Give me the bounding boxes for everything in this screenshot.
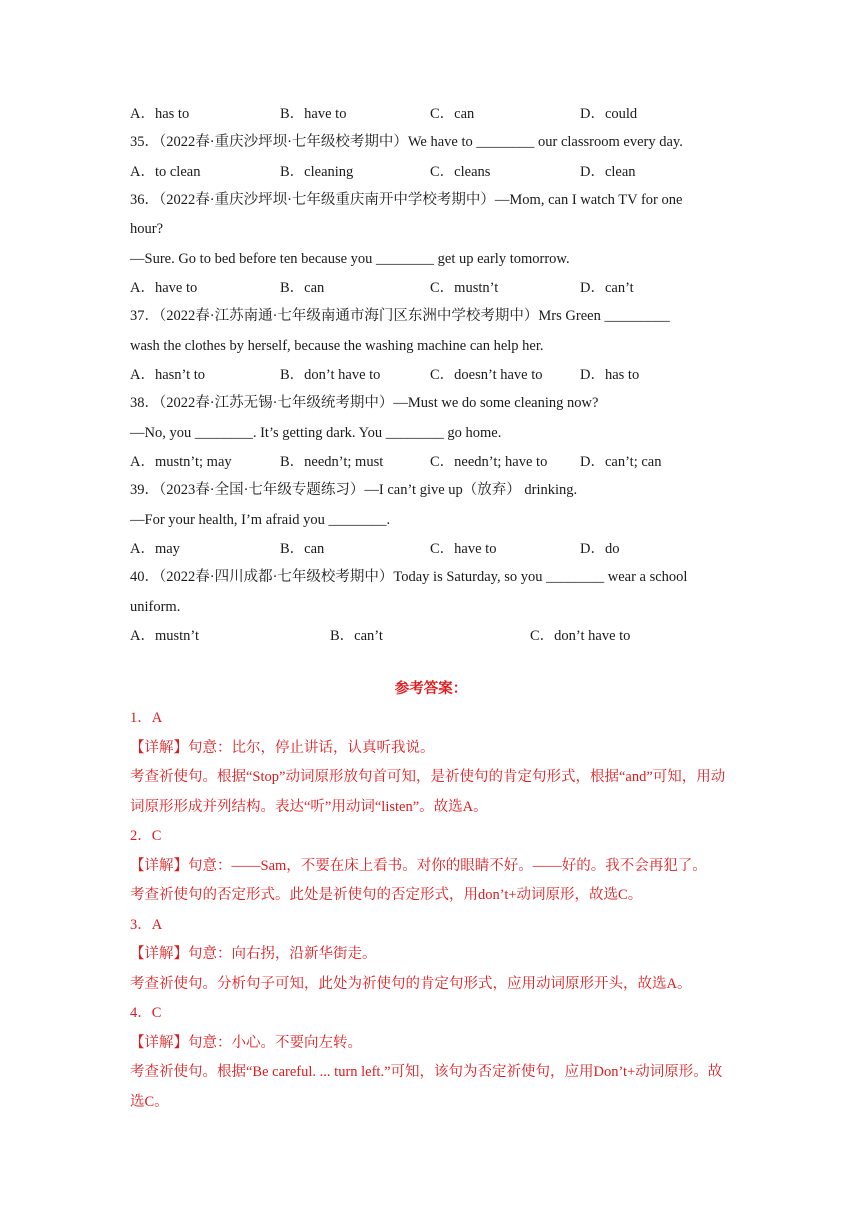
option-b: B．don’t have to bbox=[280, 367, 381, 383]
question-options bbox=[130, 448, 732, 476]
answer-4 bbox=[130, 999, 732, 1117]
question-37 bbox=[130, 302, 732, 389]
answer-key: 2．C bbox=[130, 828, 162, 844]
option-c: C．needn’t; have to bbox=[430, 454, 548, 470]
answer-detail: 【详解】句意：比尔，停止讲话，认真听我说。 bbox=[130, 739, 435, 756]
option-a: A．have to bbox=[130, 280, 198, 296]
answer-2 bbox=[130, 822, 732, 911]
option-d: D．can’t; can bbox=[580, 454, 662, 470]
answer-analysis: 考查祈使句。根据“Be careful. ... turn left.”可知，该句为否定祈使句，应用Don’t+动词原形。故选C。 bbox=[130, 1064, 723, 1110]
option-b: B．can bbox=[280, 280, 325, 296]
question-36 bbox=[130, 186, 732, 303]
option-a: A．has to bbox=[130, 106, 190, 122]
option-d: D．can’t bbox=[580, 280, 634, 296]
option-b: B．can bbox=[280, 541, 325, 557]
answer-detail: 【详解】句意：小心。不要向左转。 bbox=[130, 1034, 362, 1051]
option-c: C．have to bbox=[430, 541, 497, 557]
answer-analysis: 考查祈使句的否定形式。此处是祈使句的否定形式，用don’t+动词原形，故选C。 bbox=[130, 887, 643, 903]
question-options bbox=[130, 158, 732, 186]
answer-key: 1．A bbox=[130, 710, 163, 726]
option-c: C．doesn’t have to bbox=[430, 367, 543, 383]
option-c: C．don’t have to bbox=[530, 628, 631, 644]
answer-detail: 【详解】句意：——Sam，不要在床上看书。对你的眼睛不好。——好的。我不会再犯了。 bbox=[130, 857, 707, 874]
answer-3 bbox=[130, 911, 732, 1000]
option-b: B．have to bbox=[280, 106, 347, 122]
answers-section bbox=[130, 704, 732, 1117]
option-b: B．cleaning bbox=[280, 163, 354, 180]
option-c: C．cleans bbox=[430, 163, 491, 180]
option-a: A．mustn’t bbox=[130, 628, 200, 644]
option-a: A．mustn’t; may bbox=[130, 454, 232, 470]
option-d: D．do bbox=[580, 541, 620, 557]
question-40 bbox=[130, 563, 732, 650]
document-page bbox=[130, 100, 732, 1117]
question-text: —Sure. Go to bed before ten because you ________ get up early tomorrow. bbox=[130, 250, 570, 267]
option-a: A．hasn’t to bbox=[130, 367, 206, 383]
question-options bbox=[130, 274, 732, 302]
question-options bbox=[130, 622, 732, 650]
option-a: A．to clean bbox=[130, 163, 201, 180]
option-a: A．may bbox=[130, 541, 180, 557]
question-options bbox=[130, 361, 732, 389]
option-c: C．can bbox=[430, 106, 475, 122]
question-text: 38．（2022春·江苏无锡·七年级统考期中）—Must we do some cleaning now? bbox=[130, 395, 599, 411]
q34-options bbox=[130, 100, 732, 128]
question-text: hour? bbox=[130, 221, 164, 237]
option-b: B．needn’t; must bbox=[280, 454, 384, 470]
answer-analysis: 考查祈使句。分析句子可知，此处为祈使句的肯定句形式，应用动词原形开头，故选A。 bbox=[130, 975, 692, 992]
answer-1 bbox=[130, 704, 732, 822]
option-c: C．mustn’t bbox=[430, 280, 499, 296]
option-d: D．clean bbox=[580, 163, 636, 180]
question-text: uniform. bbox=[130, 598, 181, 615]
option-d: D．has to bbox=[580, 367, 640, 383]
answers-title: 参考答案： bbox=[394, 681, 468, 697]
question-39 bbox=[130, 476, 732, 563]
question-text: 40．（2022春·四川成都·七年级校考期中）Today is Saturday, so you ________ wear a school bbox=[130, 569, 688, 585]
question-text: —No, you ________. It’s getting dark. You ________ go home. bbox=[130, 424, 502, 441]
answer-detail: 【详解】句意：向右拐，沿新华街走。 bbox=[130, 946, 377, 962]
answer-key: 4．C bbox=[130, 1005, 162, 1021]
option-b: B．can’t bbox=[330, 628, 383, 644]
question-35 bbox=[130, 128, 732, 186]
answer-key: 3．A bbox=[130, 916, 163, 933]
question-text: 36．（2022春·重庆沙坪坝·七年级重庆南开中学校考期中）—Mom, can I watch TV for one bbox=[130, 191, 683, 208]
question-text: 37．（2022春·江苏南通·七年级南通市海门区东洲中学校考期中）Mrs Green _________ bbox=[130, 308, 670, 324]
question-options bbox=[130, 535, 732, 563]
question-text: 39．（2023春·全国·七年级专题练习）—I can’t give up（放弃） drinking. bbox=[130, 482, 578, 498]
answer-analysis: 考查祈使句。根据“Stop”动词原形放句首可知，是祈使句的肯定句形式，根据“and”可知，用动词原形形成并列结构。表达“听”用动词“listen”。故选A。 bbox=[130, 769, 726, 815]
question-38 bbox=[130, 389, 732, 476]
option-d: D．could bbox=[580, 106, 638, 122]
question-text: —For your health, I’m afraid you ________. bbox=[130, 511, 391, 528]
question-text: wash the clothes by herself, because the washing machine can help her. bbox=[130, 337, 544, 354]
question-text: 35．（2022春·重庆沙坪坝·七年级校考期中）We have to ________ our classroom every day. bbox=[130, 134, 683, 150]
